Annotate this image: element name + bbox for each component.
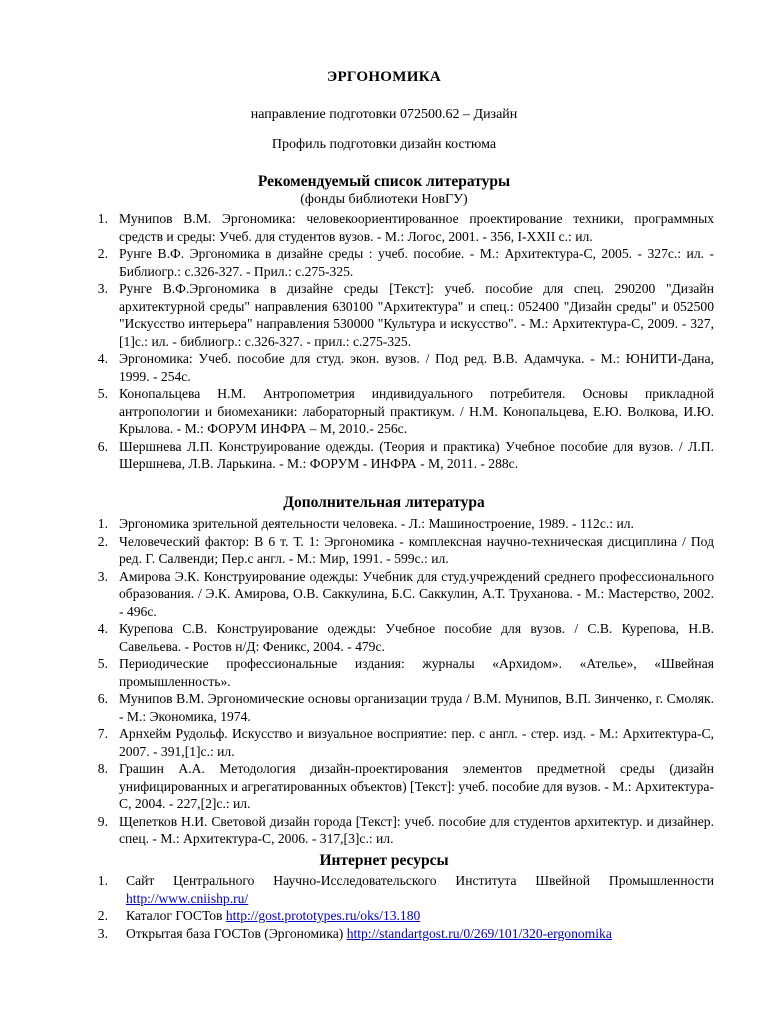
list-item <box>0 515 768 533</box>
item-number: 2. <box>97 908 108 923</box>
item-number: 2. <box>97 533 108 549</box>
additional-list <box>0 515 768 848</box>
item-text: Рунге В.Ф.Эргономика в дизайне среды [Текст]: учеб. пособие для спец. 290200 "Дизайн архитектурной среды" направления 630100 "Архитектура" и спец.: 052400 "Дизайн среды" и 052500 "Искусство интерьера" направления 530000 "Культура и искусство". - М.: Архитектура-С, 2009. - 327,[1]с.: ил. - библиогр.: с.326-327. - прил.: с.275-325. <box>119 281 714 349</box>
item-text <box>126 872 714 907</box>
item-text: Грашин А.А. Методология дизайн-проектирования элементов предметной среды (дизайн унифицированных и агрегатированных объектов) [Текст]: учеб. пособие для вузов. - М.: Архитектура-С, 2004. - 227,[2]с.: ил. <box>119 761 714 811</box>
list-item <box>0 210 768 245</box>
item-number: 4. <box>97 351 108 366</box>
item-text: Эргономика: Учеб. пособие для студ. экон. вузов. / Под ред. В.В. Адамчука. - М.: ЮНИТИ-Дана, 1999. - 254с. <box>119 351 714 384</box>
list-item <box>0 350 768 385</box>
item-number: 1. <box>97 516 108 531</box>
additional-heading: Дополнительная литература <box>283 494 485 511</box>
list-item <box>0 533 768 568</box>
item-text: Конопальцева Н.М. Антропометрия индивидуального потребителя. Основы прикладной антропологии и биомеханики: лабораторный практикум. / Н.М. Конопальцева, Е.Ю. Волкова, И.Ю. Крылова. - М.: ФОРУМ ИНФРА – М, 2010.- 256с. <box>119 386 714 436</box>
internet-list <box>0 872 768 942</box>
resource-description: Открытая база ГОСТов (Эргономика) <box>126 925 347 941</box>
list-item <box>0 438 768 473</box>
item-number: 1. <box>97 211 108 226</box>
list-item <box>0 690 768 725</box>
list-item <box>0 280 768 350</box>
item-number: 2. <box>97 246 108 261</box>
item-text <box>126 907 714 925</box>
recommended-heading: Рекомендуемый список литературы <box>257 173 511 190</box>
item-text: Амирова Э.К. Конструирование одежды: Учебник для студ.учреждений среднего профессионального образования. / Э.К. Амирова, О.В. Саккулина, Б.С. Саккулин, А.Т. Труханова. - М.: Мастерство, 2002. - 496с. <box>119 568 714 619</box>
item-text: Периодические профессиональные издания: журналы «Архидом». «Ателье», «Швейная промышленность». <box>119 656 714 689</box>
item-text: Мунипов В.М. Эргономические основы организации труда / В.М. Мунипов, В.П. Зинченко, г. Смоляк. - М.: Экономика, 1974. <box>119 691 714 724</box>
item-text: Мунипов В.М. Эргономика: человекоориентированное проектирование техники, программных средств и среды: Учеб. для студентов вузов. - М.: Логос, 2001. - 356, I-XXII с.: ил. <box>119 211 714 244</box>
item-text: Человеческий фактор: В 6 т. Т. 1: Эргономика - комплексная научно-техническая дисциплина / Под ред. Г. Салвенди; Пер.с англ. - М.: Мир, 1991. - 599с.: ил. <box>119 533 714 566</box>
list-item <box>0 568 768 621</box>
item-number: 6. <box>97 438 108 454</box>
item-text: Курепова С.В. Конструирование одежды: Учебное пособие для вузов. / С.В. Курепова, Н.В. Савельева. - Ростов н/Д: Феникс, 2004. - 479с. <box>119 621 714 654</box>
profile-line: Профиль подготовки дизайн костюма <box>271 137 497 152</box>
item-number: 7. <box>97 726 108 741</box>
internet-heading: Интернет ресурсы <box>319 852 449 869</box>
item-number: 3. <box>97 925 108 941</box>
resource-link[interactable]: http://www.cniishp.ru/ <box>126 890 249 906</box>
item-number: 3. <box>97 568 108 584</box>
resource-link[interactable]: http://standartgost.ru/0/269/101/320-ergonomika <box>346 925 612 941</box>
list-item <box>0 925 768 943</box>
list-item <box>0 385 768 438</box>
item-number: 5. <box>97 386 108 401</box>
list-item <box>0 872 768 907</box>
item-number: 1. <box>97 873 108 888</box>
item-text: Рунге В.Ф. Эргономика в дизайне среды : учеб. пособие. - М.: Архитектура-С, 2005. - 327с.: ил. - Библиогр.: с.326-327. - Прил.: с.275-325. <box>119 246 714 279</box>
item-number: 4. <box>97 621 108 636</box>
item-text: Эргономика зрительной деятельности человека. - Л.: Машиностроение, 1989. - 112с.: ил. <box>119 516 634 531</box>
page-title: ЭРГОНОМИКА <box>326 69 442 85</box>
recommended-subheading: (фонды библиотеки НовГУ) <box>300 192 468 207</box>
list-item <box>0 813 768 848</box>
direction-line: направление подготовки 072500.62 – Дизайн <box>250 107 518 122</box>
recommended-list <box>0 210 768 473</box>
list-item <box>0 760 768 813</box>
item-text: Арнхейм Рудольф. Искусство и визуальное восприятие: пер. с англ. - стер. изд. - М.: Архитектура-С, 2007. - 391,[1]с.: ил. <box>119 726 714 759</box>
item-number: 5. <box>97 656 108 671</box>
list-item <box>0 655 768 690</box>
item-number: 8. <box>97 761 108 776</box>
item-text: Щепетков Н.И. Световой дизайн города [Текст]: учеб. пособие для студентов архитектур. и дизайнер. спец. - М.: Архитектура-С, 2006. - 317,[3]с.: ил. <box>119 813 714 846</box>
resource-description: Сайт Центрального Научно-Исследовательского Института Швейной Промышленности <box>126 873 714 888</box>
list-item <box>0 245 768 280</box>
list-item <box>0 907 768 925</box>
resource-description: Каталог ГОСТов <box>126 908 226 923</box>
item-number: 3. <box>97 281 108 296</box>
list-item <box>0 725 768 760</box>
item-text: Шершнева Л.П. Конструирование одежды. (Теория и практика) Учебное пособие для вузов. / Л.П. Шершнева, Л.В. Ларькина. - М.: ФОРУМ - ИНФРА - М, 2011. - 288с. <box>119 438 714 471</box>
item-number: 9. <box>97 813 108 829</box>
item-text <box>126 925 714 943</box>
item-number: 6. <box>97 691 108 706</box>
resource-link[interactable]: http://gost.prototypes.ru/oks/13.180 <box>225 908 421 923</box>
list-item <box>0 620 768 655</box>
